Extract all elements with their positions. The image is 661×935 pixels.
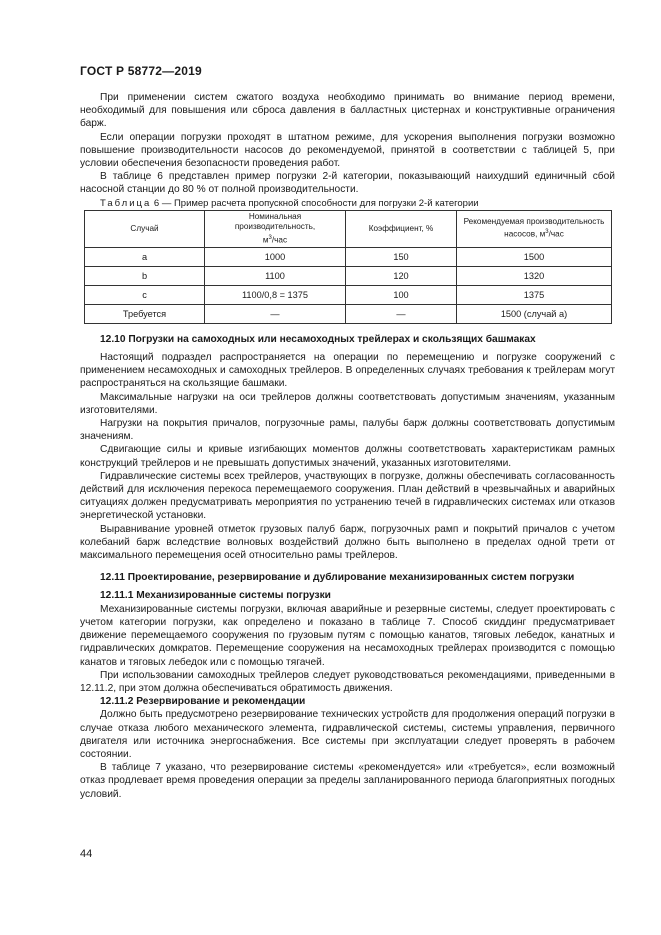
cell-case: a xyxy=(85,247,205,266)
capacity-table xyxy=(84,210,612,324)
header-case: Случай xyxy=(85,210,205,247)
cell-nominal: 1000 xyxy=(205,247,346,266)
page-number: 44 xyxy=(80,848,93,860)
paragraph: При использовании самоходных трейлеров следует руководствоваться рекомендациями, приведенными в 12.11.2, при этом должна обеспечиваться обратимость движения. xyxy=(80,669,615,694)
table-caption: Таблица 6 — Пример расчета пропускной способности для погрузки 2-й категории xyxy=(100,197,479,209)
paragraph: В таблице 6 представлен пример погрузки 2-й категории, показывающий наихудший единичный сбой насосной станции до 80 % от полной производительности. xyxy=(80,171,615,196)
paragraph: Если операции погрузки проходят в штатном режиме, для ускорения выполнения погрузки возможно повышение производительности насосов до рекомендуемой, принятой в соответствии с таблицей 5, при условии обеспечения безопасности проведения работ. xyxy=(80,131,615,170)
paragraph: Выравнивание уровней отметок грузовых палуб барж, погрузочных рамп и покрытий причалов с учетом колебаний барж вследствие волновых воздействий должно быть выполнено в пределах одной трети от максимального перемещения осей относительно рамы трейлеров. xyxy=(80,523,615,562)
paragraph: В таблице 7 указано, что резервирование системы «рекомендуется» или «требуется», если возможный отказ продлевает время проведения операции за пределы запланированного периода благоприятных погодных условий. xyxy=(80,762,615,800)
cell-case: Требуется xyxy=(85,304,205,323)
cell-coefficient: 120 xyxy=(346,266,457,285)
cell-recommended: 1500 xyxy=(457,247,612,266)
paragraph: Нагрузки на покрытия причалов, погрузочные рамы, палубы барж должны соответствовать допустимым значениям. xyxy=(80,418,615,443)
cell-nominal: — xyxy=(205,304,346,323)
paragraph: Механизированные системы погрузки, включая аварийные и резервные системы, следует проектировать с учетом категории погрузки, как определено и показано в таблице 7. Способ скиддинг предусматривает движение перемещаемого сооружения по грузовым путям с помощью канатов, тяговых лебедок, канатных и гидравлических домкратов. Перемещение сооружения на несамоходных трейлерах производится с помощью канатов и тяговых лебедок или с помощью тягачей. xyxy=(80,603,615,668)
page-content xyxy=(80,91,615,801)
cell-coefficient: 150 xyxy=(346,247,457,266)
cell-nominal: 1100 xyxy=(205,266,346,285)
table-row xyxy=(85,285,612,304)
cell-coefficient: — xyxy=(346,304,457,323)
paragraph: Должно быть предусмотрено резервирование технических устройств для продолжения операций погрузки в случае отказа любого механического элемента, гидравлической системы, системы управления, первичного двигателя или источника энергоснабжения. Все системы при эксплуатации следует проверять в рабочем состоянии. xyxy=(80,709,615,760)
subsection-heading-12-11-2: 12.11.2 Резервирование и рекомендации xyxy=(100,696,306,708)
cell-case: c xyxy=(85,285,205,304)
cell-coefficient: 100 xyxy=(346,285,457,304)
table-row xyxy=(85,304,612,323)
paragraph: Гидравлические системы всех трейлеров, участвующих в погрузке, должны обеспечивать согласованность действий для исключения перекоса перемещаемого сооружения. План действий в чрезвычайных и аварийных ситуациях должен предусматривать мероприятия по устранению течей в гидравлических системах или отказов энергетической установки. xyxy=(80,470,615,522)
header-recommended: Рекомендуемая производительность насосов, $м^3$/час xyxy=(457,210,612,247)
cell-recommended: 1375 xyxy=(457,285,612,304)
document-header: ГОСТ Р 58772—2019 xyxy=(80,64,202,78)
cell-recommended: 1500 (случай а) xyxy=(457,304,612,323)
paragraph: Максимальные нагрузки на оси трейлеров должны соответствовать допустимым значениям, указанным изготовителями. xyxy=(80,391,615,416)
cell-nominal: 1100/0,8 = 1375 xyxy=(205,285,346,304)
header-coefficient: Коэффициент, % xyxy=(346,210,457,247)
table-row xyxy=(85,247,612,266)
cell-case: b xyxy=(85,266,205,285)
table-row xyxy=(85,266,612,285)
paragraph: При применении систем сжатого воздуха необходимо принимать во внимание период времени, необходимый для повышения или сброса давления в балластных цистернах и конструктивные ограничения барж. xyxy=(80,92,615,130)
table-header-row xyxy=(85,210,612,247)
paragraph: Настоящий подраздел распространяется на операции по перемещению и погрузке сооружений с применением несамоходных и самоходных трейлеров. В определенных случаях требования к трейлерам могут распространяться на скользящие башмаки. xyxy=(80,352,615,390)
subsection-heading-12-11-1: 12.11.1 Механизированные системы погрузки xyxy=(100,590,331,602)
section-heading-12-10: 12.10 Погрузки на самоходных или несамоходных трейлерах и скользящих башмаках xyxy=(100,333,536,345)
paragraph: Сдвигающие силы и кривые изгибающих моментов должны соответствовать характеристикам рамных конструкций трейлеров и не превышать допустимых значений, указанных изготовителями. xyxy=(80,444,615,469)
section-heading-12-11: 12.11 Проектирование, резервирование и дублирование механизированных систем погрузки xyxy=(100,572,575,584)
cell-recommended: 1320 xyxy=(457,266,612,285)
header-nominal: Номинальная производительность, $м^3$/час xyxy=(205,210,346,247)
